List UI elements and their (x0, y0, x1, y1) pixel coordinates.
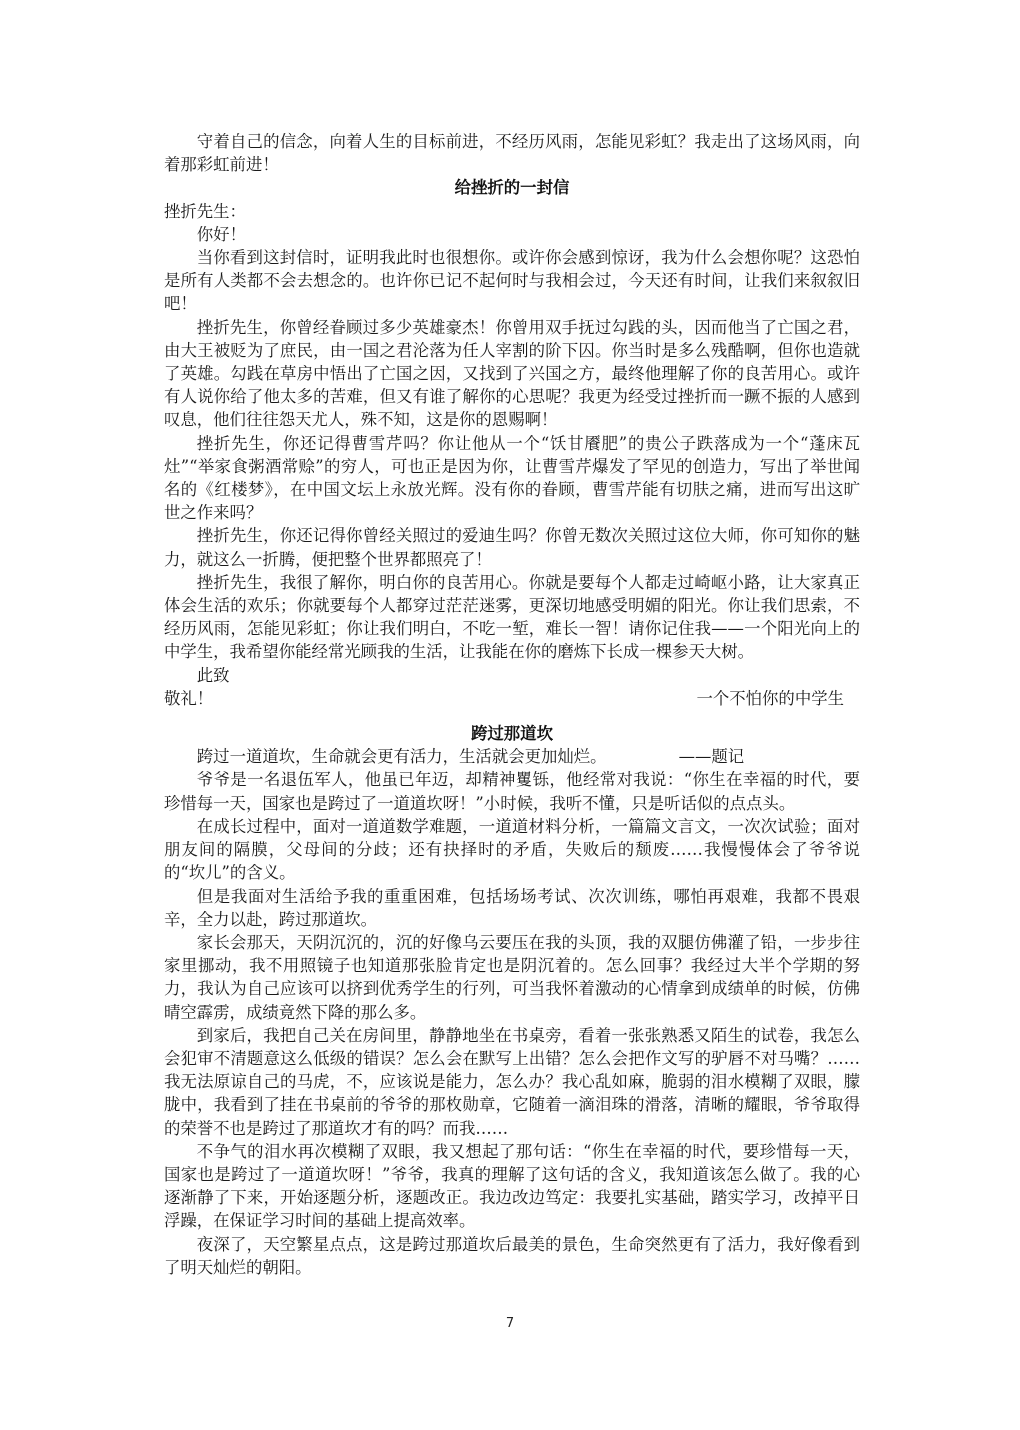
letter-title: 给挫折的一封信 (454, 178, 570, 198)
letter-paragraph: 挫折先生，你曾经眷顾过多少英雄豪杰！你曾用双手抚过勾践的头，因而他当了亡国之君，由大王被贬为了庶民，由一国之君沦落为任人宰割的阶下囚。你当时是多么残酷啊，但你也造就了英雄。勾践在草房中悟出了亡国之因，又找到了兴国之方，最终他理解了你的良苦用心。或许有人说你给了他太多的苦难，但又有谁了解你的心思呢？我更为经受过挫折而一蹶不振的人感到叹息，他们往往怨天尤人，殊不知，这是你的恩赐啊！ (164, 317, 860, 430)
letter-closing-1: 此致 (196, 665, 230, 685)
page-number: 7 (505, 1316, 515, 1331)
essay-paragraph: 夜深了，天空繁星点点，这是跨过那道坎后最美的景色，生命突然更有了活力，我好像看到了明天灿烂的朝阳。 (164, 1234, 860, 1277)
letter-signature: 一个不怕你的中学生 (696, 688, 844, 708)
essay-epigraph-row (164, 745, 860, 768)
essay-paragraph: 在成长过程中，面对一道道数学难题，一道道材料分析，一篇篇文言文，一次次试验；面对朋友间的隔膜，父母间的分歧；还有抉择时的矛盾，失败后的颓废……我慢慢体会了爷爷说的“坎儿”的含义。 (164, 816, 860, 883)
letter-paragraph: 挫折先生，我很了解你，明白你的良苦用心。你就是要每个人都走过崎岖小路，让大家真正体会生活的欢乐；你就要每个人都穿过茫茫迷雾，更深切地感受明媚的阳光。你让我们思索，不经历风雨，怎能见彩虹；你让我们明白，不吃一堑，难长一智！请你记住我——一个阳光向上的中学生，我希望你能经常光顾我的生活，让我能在你的磨炼下长成一棵参天大树。 (164, 572, 860, 662)
intro-paragraph: 守着自己的信念，向着人生的目标前进，不经历风雨，怎能见彩虹？我走出了这场风雨，向着那彩虹前进！ (164, 132, 860, 175)
essay-title: 跨过那道坎 (471, 724, 553, 744)
letter-closing-row (164, 687, 860, 710)
essay-paragraph: 到家后，我把自己关在房间里，静静地坐在书桌旁，看着一张张熟悉又陌生的试卷，我怎么会犯审不清题意这么低级的错误？怎么会在默写上出错？怎么会把作文写的驴唇不对马嘴？……我无法原谅自己的马虎，不，应该说是能力，怎么办？我心乱如麻，脆弱的泪水模糊了双眼，朦胧中，我看到了挂在书桌前的爷爷的那枚勋章，它随着一滴泪珠的滑落，清晰的耀眼，爷爷取得的荣誉不也是跨过了那道坎才有的吗？而我…… (164, 1025, 860, 1138)
essay-epigraph-tag: ——题记 (678, 747, 745, 767)
essay-paragraph: 不争气的泪水再次模糊了双眼，我又想起了那句话：“你生在幸福的时代，要珍惜每一天，国家也是跨过了一道道坎呀！”爷爷，我真的理解了这句话的含义，我知道该怎么做了。我的心逐渐静了下来，开始逐题分析，逐题改正。我边改边笃定：我要扎实基础，踏实学习，改掉平日浮躁，在保证学习时间的基础上提高效率。 (164, 1141, 860, 1231)
letter-salutation: 挫折先生： (164, 201, 246, 221)
section-spacer (164, 710, 860, 722)
letter-closing-2: 敬礼！ (164, 688, 214, 708)
letter-paragraph: 挫折先生，你还记得你曾经关照过的爱迪生吗？你曾无数次关照过这位大师，你可知你的魅力，就这么一折腾，便把整个世界都照亮了！ (164, 526, 860, 569)
letter-greeting: 你好！ (196, 224, 246, 244)
essay-paragraph: 爷爷是一名退伍军人，他虽已年迈，却精神矍铄，他经常对我说：“你生在幸福的时代，要珍惜每一天，国家也是跨过了一道道坎呀！”小时候，我听不懂，只是听话似的点点头。 (164, 770, 860, 813)
essay-paragraph: 但是我面对生活给予我的重重困难，包括场场考试、次次训练，哪怕再艰难，我都不畏艰辛，全力以赴，跨过那道坎。 (164, 886, 860, 929)
letter-paragraph: 挫折先生，你还记得曹雪芹吗？你让他从一个“饫甘餍肥”的贵公子跌落成为一个“蓬床瓦灶”“举家食粥酒常赊”的穷人，可也正是因为你，让曹雪芹爆发了罕见的创造力，写出了举世闻名的《红楼梦》，在中国文坛上永放光辉。没有你的眷顾，曹雪芹能有切肤之痛，进而写出这旷世之作来吗？ (164, 433, 860, 523)
essay-epigraph: 跨过一道道坎，生命就会更有活力，生活就会更加灿烂。 (196, 747, 607, 767)
page-content (164, 130, 860, 1279)
essay-paragraph: 家长会那天，天阴沉沉的，沉的好像乌云要压在我的头顶，我的双腿仿佛灌了铅，一步步往家里挪动，我不用照镜子也知道那张脸肯定也是阴沉着的。怎么回事？我经过大半个学期的努力，我认为自己应该可以挤到优秀学生的行列，可当我怀着激动的心情拿到成绩单的时候，仿佛晴空霹雳，成绩竟然下降的那么多。 (164, 932, 860, 1022)
letter-paragraph: 当你看到这封信时，证明我此时也很想你。或许你会感到惊讶，我为什么会想你呢？这恐怕是所有人类都不会去想念的。也许你已记不起何时与我相会过，今天还有时间，让我们来叙叙旧吧！ (164, 248, 860, 314)
